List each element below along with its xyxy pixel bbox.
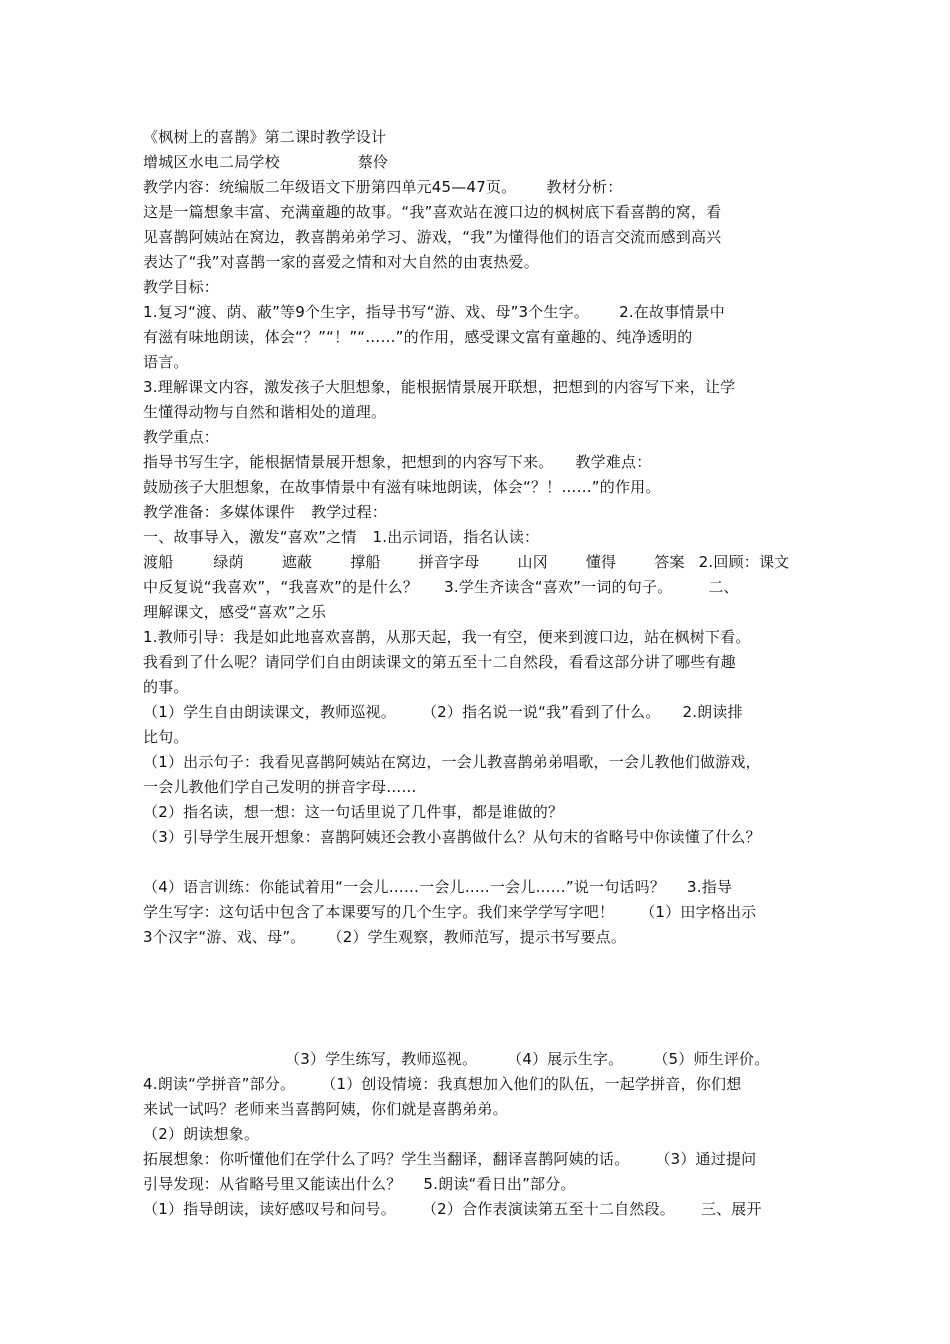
paragraph-line: 生懂得动物与自然和谐相处的道理。 — [143, 403, 387, 421]
paragraph-line: 有滋有味地朗读，体会“？”“！”“……”的作用，感受课文富有童趣的、纯净透明的 — [143, 328, 693, 346]
paragraph-line: （2）指名读，想一想：这一句话里说了几件事，都是谁做的？ — [143, 803, 564, 821]
paragraph-line: 中反复说“我喜欢”，“我喜欢”的是什么？ 3.学生齐读含“喜欢”一词的句子。 二、 — [143, 578, 739, 596]
paragraph-line: 语言。 — [143, 353, 189, 371]
author-name: 蔡伶 — [357, 153, 389, 171]
paragraph-line: （3）引导学生展开想象：喜鹊阿姨还会教小喜鹊做什么？从句末的省略号中你读懂了什么？ — [143, 828, 761, 846]
vocab-word: 撑船 — [350, 553, 381, 571]
paragraph-line: （4）语言训练：你能试着用“一会儿……一会儿…..一会儿……”说一句话吗？ 3.指导 — [143, 878, 733, 896]
paragraph-line: 3.理解课文内容，激发孩子大胆想象，能根据情景展开联想，把想到的内容写下来，让学 — [143, 378, 736, 396]
paragraph-line: 一、故事导入，激发“喜欢”之情 1.出示词语，指名认读： — [143, 528, 540, 546]
paragraph-line: 我看到了什么呢？请同学们自由朗读课文的第五至十二自然段，看看这部分讲了哪些有趣 — [143, 653, 736, 671]
vocab-word: 遮蔽 — [281, 553, 313, 571]
vocab-word: 山冈 — [517, 553, 548, 571]
paragraph-line: 3个汉字“游、戏、母”。 （2）学生观察，教师范写，提示书写要点。 — [143, 928, 627, 946]
paragraph-line: 表达了“我”对喜鹊一家的喜爱之情和对大自然的由衷热爱。 — [143, 253, 539, 271]
paragraph-line: 理解课文，感受“喜欢”之乐 — [143, 603, 327, 621]
doc-title: 《枫树上的喜鹊》第二课时教学设计 — [143, 128, 387, 146]
paragraph-line: 学生写字：这句话中包含了本课要写的几个生字。我们来学学写字吧！ （1）田字格出示 — [143, 903, 757, 921]
paragraph-line: 一会儿教他们学自己发明的拼音字母…… — [143, 778, 417, 796]
paragraph-line: 的事。 — [143, 678, 189, 696]
paragraph-line: 教学准备：多媒体课件 教学过程： — [143, 503, 388, 521]
vocab-word: 绿荫 — [213, 553, 244, 571]
section-heading: 教学重点： — [143, 428, 220, 446]
paragraph-line: （3）学生练写，教师巡视。 （4）展示生字。 （5）师生评价。 — [285, 1050, 770, 1068]
paragraph-line: 来试一试吗？老师来当喜鹊阿姨，你们就是喜鹊弟弟。 — [143, 1100, 508, 1118]
author-line: 增城区水电二局学校 蔡伶 — [143, 153, 389, 171]
paragraph-line: 引导发现：从省略号里又能读出什么？ 5.朗读“看日出”部分。 — [143, 1175, 576, 1193]
vocab-word: 懂得 — [585, 553, 617, 571]
paragraph-line: 鼓励孩子大胆想象，在故事情景中有滋有味地朗读，体会“？！……”的作用。 — [143, 478, 661, 496]
paragraph-line: 拓展想象：你听懂他们在学什么了吗？学生当翻译，翻译喜鹊阿姨的话。 （3）通过提问 — [143, 1150, 757, 1168]
paragraph-line: 指导书写生字，能根据情景展开想象，把想到的内容写下来。 教学难点： — [143, 453, 652, 471]
paragraph-line: 4.朗读“学拼音”部分。 （1）创设情境：我真想加入他们的队伍，一起学拼音，你们想 — [143, 1075, 742, 1093]
vocab-word: 答案 — [654, 553, 685, 571]
vocab-word: 渡船 — [143, 553, 174, 571]
vocab-word: 拼音字母 — [418, 553, 480, 571]
paragraph-line: 这是一篇想象丰富、充满童趣的故事。“我”喜欢站在渡口边的枫树底下看喜鹊的窝，看 — [143, 203, 722, 221]
content-line: 教学内容：统编版二年级语文下册第四单元45—47页。 教材分析： — [143, 178, 623, 196]
paragraph-line: 1.复习“渡、荫、蔽”等9个生字，指导书写“游、戏、母”3个生字。 2.在故事情景中 — [143, 303, 726, 321]
paragraph-line: （1）指导朗读，读好感叹号和问号。 （2）合作表演读第五至十二自然段。 三、展开 — [143, 1200, 762, 1218]
paragraph-line: 比句。 — [143, 728, 189, 746]
paragraph-line: （1）学生自由朗读课文，教师巡视。 （2）指名说一说“我”看到了什么。 2.朗读排 — [143, 703, 743, 721]
paragraph-line: 1.教师引导：我是如此地喜欢喜鹊，从那天起，我一有空，便来到渡口边，站在枫树下看。 — [143, 628, 751, 646]
section-heading: 教学目标： — [143, 278, 220, 296]
vocab-line: 渡船 绿荫 遮蔽 撑船 拼音字母 山冈 懂得 答案 2.回顾：课文 — [143, 550, 833, 574]
paragraph-line: （1）出示句子：我看见喜鹊阿姨站在窝边，一会儿教喜鹊弟弟唱歌，一会儿教他们做游戏， — [143, 753, 761, 771]
paragraph-line: （2）朗读想象。 — [143, 1125, 260, 1143]
paragraph-line: 见喜鹊阿姨站在窝边，教喜鹊弟弟学习、游戏，“我”为懂得他们的语言交流而感到高兴 — [143, 228, 722, 246]
